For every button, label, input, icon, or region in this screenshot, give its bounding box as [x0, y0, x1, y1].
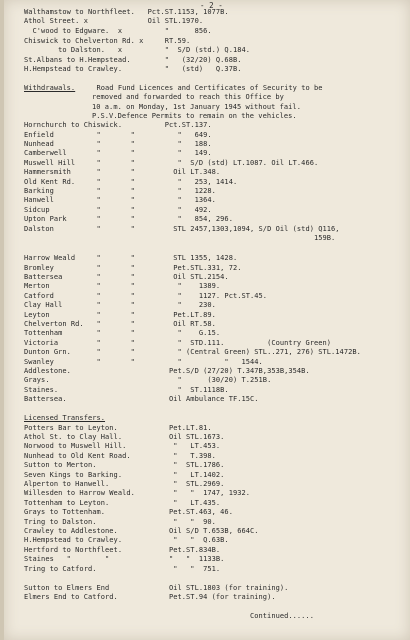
text-line: to Dalston. x " S/D (std.) Q.184. — [24, 46, 251, 54]
text-line: Athol St. to Clay Hall. Oil STL.1673. — [24, 433, 225, 441]
text-line: Hanwell " " " 1364. — [24, 196, 216, 204]
text-line: Enfield " " " 649. — [24, 131, 212, 139]
document-page — [4, 0, 410, 640]
text-line: Norwood to Muswell Hill. " LT.453. — [24, 442, 221, 450]
page-number: - 2 - — [200, 1, 223, 10]
text-line: Nunhead " " " 188. — [24, 140, 212, 148]
text-line: Sidcup " " " 492. — [24, 206, 212, 214]
text-line: H.Hempstead to Crawley. " " Q.63B. — [24, 536, 229, 544]
text-line: Sutton to Elmers End Oil STL.1803 (for training). — [24, 584, 289, 592]
text-line: Barking " " " 1228. — [24, 187, 216, 195]
text-line: Hornchurch to Chiswick. Pct.ST.137. — [24, 121, 212, 129]
text-line: Hammersmith " " Oil LT.348. — [24, 168, 221, 176]
text-line: St.Albans to H.Hempstead. " (32/20) Q.68B. — [24, 56, 242, 64]
text-line: Hertford to Northfleet. Pet.ST.834B. — [24, 546, 221, 554]
text-line: P.S.V.Defence Permits to remain on the vehicles. — [92, 112, 297, 120]
text-line: Upton Park " " " 854, 296. — [24, 215, 233, 223]
text-line: Victoria " " " STD.111. (Country Green) — [24, 339, 332, 347]
text-line: Potters Bar to Leyton. Pet.LT.81. — [24, 424, 212, 432]
text-line: Addlestone. Pet.S/D (27/20) T.347B,353B,354B. — [24, 367, 310, 375]
text-line: Grays. " (30/20) T.251B. — [24, 376, 272, 384]
text-line: Chiswick to Chelverton Rd. x RT.59. — [24, 37, 191, 45]
text-line: Alperton to Hanwell. " STL.2969. — [24, 480, 225, 488]
text-line: Harrow Weald " " STL 1355, 1428. — [24, 254, 238, 262]
text-line: removed and forwarded to reach this Office by — [92, 93, 284, 101]
text-line: Dunton Grn. " " " (Central Green) STL..271, 276) STL.1472B. — [24, 348, 361, 356]
text-line: Tring to Catford. " " 751. — [24, 565, 221, 573]
text-line: Withdrawals. Road Fund Licences and Certificates of Security to be — [24, 84, 323, 92]
text-line: Dalston " " STL 2457,1303,1094, S/D Oil (std) Q116, — [24, 225, 340, 233]
section-heading: Licensed Transfers. — [24, 414, 106, 422]
text-line: Bromley " " Pet.STL.331, 72. — [24, 264, 242, 272]
text-line: Old Kent Rd. " " " 253, 1414. — [24, 178, 238, 186]
text-line: Continued...... — [250, 612, 314, 620]
text-line: Staines " " " " 1133B. — [24, 555, 225, 563]
text-line: Tring to Dalston. " " 90. — [24, 518, 216, 526]
text-line: Muswell Hill " " " S/D (std) LT.1087. Oil LT.466. — [24, 159, 319, 167]
text-line: 159B. — [314, 234, 336, 242]
text-line: Battersea. Oil Ambulance TF.15C. — [24, 395, 259, 403]
text-line: Camberwell " " " 149. — [24, 149, 212, 157]
text-line: Grays to Tottenham. Pet.ST.463, 46. — [24, 508, 233, 516]
text-line: Catford " " " 1127. Pct.ST.45. — [24, 292, 268, 300]
text-line: 10 a.m. on Monday, 1st January 1945 without fail. — [92, 103, 301, 111]
text-line: Elmers End to Catford. Pet.ST.94 (for training). — [24, 593, 276, 601]
text-line: Tottenham " " " G.15. — [24, 329, 221, 337]
text-line: Swanley " " " " 1544. — [24, 358, 263, 366]
text-line: Walthamstow to Northfleet. Pct.ST.1153, 1077B. — [24, 8, 229, 16]
text-line: Seven Kings to Barking. " LT.1402. — [24, 471, 225, 479]
text-line: Chelverton Rd. " " Oil RT.58. — [24, 320, 216, 328]
text-line: Sutton to Merton. " STL.1786. — [24, 461, 225, 469]
text-line: Merton " " " 1389. — [24, 282, 221, 290]
text-line: Leyton " " Pet.LT.89. — [24, 311, 216, 319]
text-line — [24, 414, 105, 422]
text-line: Athol Street. x Oil STL.1970. — [24, 17, 204, 25]
text-line: Tottenham to Leyton. " LT.435. — [24, 499, 221, 507]
text-line: H.Hempstead to Crawley. " (std) Q.37B. — [24, 65, 242, 73]
text-line: Crawley to Addlestone. Oil S/D T.653B, 664C. — [24, 527, 259, 535]
text-line: Willesden to Harrow Weald. " " 1747, 1932. — [24, 489, 251, 497]
text-line: C'wood to Edgware. x " 856. — [24, 27, 212, 35]
text-line: Battersea " " Oil STL.2154. — [24, 273, 229, 281]
section-heading: Withdrawals. — [24, 84, 76, 92]
text-line: Staines. " ST.1118B. — [24, 386, 229, 394]
text-line: Clay Hall " " " 230. — [24, 301, 216, 309]
text-line: Nunhead to Old Kent Road. " T.398. — [24, 452, 216, 460]
